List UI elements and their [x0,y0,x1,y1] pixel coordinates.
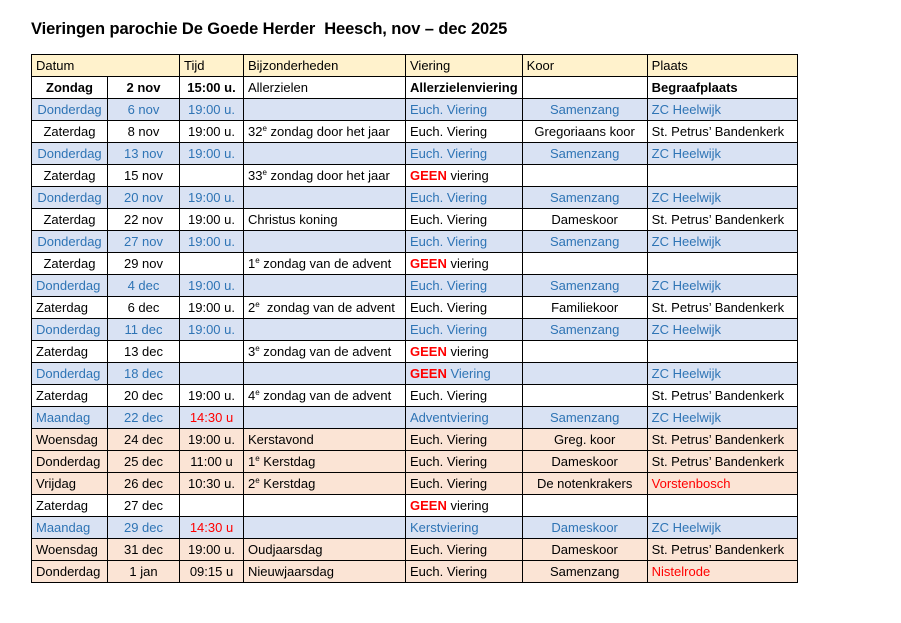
cell-bijzonderheden [244,473,406,495]
note-text: Nieuwjaarsdag [248,564,334,579]
table-row [32,209,798,231]
cell-bijzonderheden [244,165,406,187]
note-text: 2 [248,300,256,315]
cell-koor [522,165,647,187]
cell-plaats: St. Petrus’ Bandenkerk [647,429,797,451]
cell-bijzonderheden [244,429,406,451]
cell-viering [406,473,523,495]
cell-day: Zondag [32,77,108,99]
cell-koor: Samenzang [522,319,647,341]
cell-viering [406,539,523,561]
cell-viering [406,143,523,165]
cell-bijzonderheden [244,451,406,473]
ordinal-superscript: e [255,388,260,397]
cell-date: 8 nov [108,121,180,143]
viering-text: Euch. Viering [410,234,488,249]
table-row [32,539,798,561]
geen-label: GEEN [410,366,447,381]
cell-date: 27 dec [108,495,180,517]
cell-day: Zaterdag [32,297,108,319]
cell-koor [522,253,647,275]
table-row [32,187,798,209]
note-text: Christus koning [248,212,338,227]
cell-day: Donderdag [32,99,108,121]
cell-time: 19:00 u. [180,297,244,319]
cell-time: 19:00 u. [180,429,244,451]
cell-date: 25 dec [108,451,180,473]
viering-text: Euch. Viering [410,432,488,447]
note-rest: zondag door het jaar [266,124,390,139]
viering-text: viering [446,168,489,183]
cell-bijzonderheden [244,407,406,429]
cell-date: 6 dec [108,297,180,319]
cell-plaats [647,341,797,363]
cell-day: Zaterdag [32,121,108,143]
cell-viering [406,385,523,407]
viering-text: Euch. Viering [410,102,488,117]
cell-koor: Familiekoor [522,297,647,319]
schedule-table [31,54,798,583]
cell-plaats: St. Petrus’ Bandenkerk [647,385,797,407]
cell-bijzonderheden [244,561,406,583]
ordinal-superscript: e [255,300,260,309]
cell-date: 20 dec [108,385,180,407]
viering-text: Euch. Viering [410,124,488,139]
cell-plaats: ZC Heelwijk [647,231,797,253]
cell-bijzonderheden [244,143,406,165]
cell-date: 13 nov [108,143,180,165]
cell-time: 09:15 u [180,561,244,583]
cell-plaats: ZC Heelwijk [647,187,797,209]
cell-viering [406,319,523,341]
cell-koor: Gregoriaans koor [522,121,647,143]
cell-time: 19:00 u. [180,319,244,341]
cell-bijzonderheden [244,539,406,561]
cell-time: 19:00 u. [180,275,244,297]
cell-date: 1 jan [108,561,180,583]
table-header-row [32,55,798,77]
cell-time: 11:00 u [180,451,244,473]
cell-time: 19:00 u. [180,187,244,209]
viering-text: Euch. Viering [410,564,488,579]
cell-plaats: St. Petrus’ Bandenkerk [647,209,797,231]
cell-viering [406,99,523,121]
note-text: 2 [248,476,256,491]
cell-day: Zaterdag [32,253,108,275]
cell-viering [406,407,523,429]
cell-viering [406,363,523,385]
cell-day: Woensdag [32,539,108,561]
viering-text: viering [446,498,489,513]
cell-plaats [647,253,797,275]
cell-day: Donderdag [32,231,108,253]
cell-bijzonderheden [244,495,406,517]
viering-text: Euch. Viering [410,300,488,315]
ordinal-superscript: e [255,344,260,353]
table-row [32,561,798,583]
geen-label: GEEN [410,344,447,359]
cell-bijzonderheden [244,231,406,253]
cell-day: Zaterdag [32,385,108,407]
cell-date: 27 nov [108,231,180,253]
note-text: 3 [248,344,256,359]
cell-time [180,253,244,275]
cell-time: 19:00 u. [180,539,244,561]
cell-time: 19:00 u. [180,385,244,407]
cell-day: Maandag [32,517,108,539]
cell-time: 19:00 u. [180,143,244,165]
cell-day: Donderdag [32,319,108,341]
cell-plaats: St. Petrus’ Bandenkerk [647,539,797,561]
cell-viering [406,429,523,451]
cell-viering [406,451,523,473]
table-row [32,385,798,407]
cell-plaats: ZC Heelwijk [647,363,797,385]
table-row [32,165,798,187]
header-viering: Viering [406,55,523,77]
cell-date: 22 dec [108,407,180,429]
cell-date: 24 dec [108,429,180,451]
note-text: 1 [248,454,256,469]
table-row [32,341,798,363]
cell-date: 22 nov [108,209,180,231]
header-plaats: Plaats [647,55,797,77]
cell-plaats: St. Petrus’ Bandenkerk [647,451,797,473]
cell-bijzonderheden [244,517,406,539]
cell-koor [522,495,647,517]
cell-time [180,363,244,385]
cell-plaats: ZC Heelwijk [647,407,797,429]
viering-text: Euch. Viering [410,322,488,337]
cell-plaats: ZC Heelwijk [647,319,797,341]
cell-bijzonderheden [244,121,406,143]
cell-koor: De notenkrakers [522,473,647,495]
viering-text: Euch. Viering [410,476,488,491]
table-row [32,121,798,143]
viering-text: viering [446,344,489,359]
cell-koor: Dameskoor [522,209,647,231]
header-bijzonderheden: Bijzonderheden [244,55,406,77]
cell-plaats: ZC Heelwijk [647,99,797,121]
viering-text: Euch. Viering [410,542,488,557]
cell-time: 19:00 u. [180,231,244,253]
cell-time: 15:00 u. [180,77,244,99]
cell-time [180,495,244,517]
viering-text: viering [446,256,489,271]
cell-plaats: ZC Heelwijk [647,275,797,297]
cell-day: Donderdag [32,143,108,165]
cell-viering [406,231,523,253]
cell-date: 29 nov [108,253,180,275]
cell-viering [406,77,523,99]
cell-viering [406,187,523,209]
cell-date: 31 dec [108,539,180,561]
cell-bijzonderheden [244,319,406,341]
page-title: Vieringen parochie De Goede Herder Heesch, nov – dec 2025 [31,20,508,38]
ordinal-superscript: e [262,124,267,133]
cell-plaats [647,165,797,187]
cell-bijzonderheden [244,275,406,297]
cell-plaats: St. Petrus’ Bandenkerk [647,297,797,319]
cell-time: 19:00 u. [180,209,244,231]
cell-viering [406,341,523,363]
cell-time [180,341,244,363]
viering-text: Euch. Viering [410,190,488,205]
note-rest: Kerstdag [259,476,316,491]
cell-plaats: Vorstenbosch [647,473,797,495]
cell-viering [406,275,523,297]
table-row [32,253,798,275]
cell-day: Donderdag [32,187,108,209]
cell-viering [406,495,523,517]
cell-koor [522,341,647,363]
header-koor: Koor [522,55,647,77]
note-rest: zondag van de advent [259,388,392,403]
table-row [32,99,798,121]
table-row [32,77,798,99]
viering-text: Euch. Viering [410,212,488,227]
table-row [32,143,798,165]
cell-day: Zaterdag [32,209,108,231]
cell-day: Donderdag [32,363,108,385]
note-text: Allerzielen [248,80,308,95]
cell-viering [406,209,523,231]
cell-koor: Samenzang [522,561,647,583]
cell-plaats: St. Petrus’ Bandenkerk [647,121,797,143]
geen-label: GEEN [410,498,447,513]
table-row [32,517,798,539]
header-tijd: Tijd [180,55,244,77]
cell-koor: Dameskoor [522,539,647,561]
ordinal-superscript: e [262,168,267,177]
cell-koor [522,363,647,385]
note-text: 4 [248,388,256,403]
cell-day: Zaterdag [32,165,108,187]
table-row [32,451,798,473]
note-text: Kerstavond [248,432,314,447]
cell-koor: Samenzang [522,275,647,297]
cell-date: 26 dec [108,473,180,495]
cell-koor: Samenzang [522,231,647,253]
cell-koor: Samenzang [522,99,647,121]
cell-bijzonderheden [244,363,406,385]
cell-day: Zaterdag [32,495,108,517]
table-row [32,407,798,429]
cell-viering [406,561,523,583]
cell-date: 15 nov [108,165,180,187]
cell-bijzonderheden [244,209,406,231]
note-rest: zondag van de advent [259,344,392,359]
geen-label: GEEN [410,256,447,271]
cell-koor: Samenzang [522,187,647,209]
cell-koor: Dameskoor [522,451,647,473]
cell-date: 6 nov [108,99,180,121]
cell-day: Vrijdag [32,473,108,495]
cell-plaats: ZC Heelwijk [647,517,797,539]
cell-bijzonderheden [244,77,406,99]
table-row [32,297,798,319]
note-rest: Kerstdag [259,454,316,469]
viering-text: Adventviering [410,410,489,425]
cell-day: Donderdag [32,275,108,297]
cell-time: 10:30 u. [180,473,244,495]
cell-date: 18 dec [108,363,180,385]
viering-text: Euch. Viering [410,146,488,161]
geen-label: GEEN [410,168,447,183]
cell-viering [406,121,523,143]
viering-text: Euch. Viering [410,388,488,403]
table-row [32,429,798,451]
cell-date: 11 dec [108,319,180,341]
viering-text: Euch. Viering [410,454,488,469]
cell-day: Zaterdag [32,341,108,363]
cell-time: 14:30 u [180,407,244,429]
cell-time: 19:00 u. [180,99,244,121]
header-datum: Datum [32,55,180,77]
table-row [32,363,798,385]
cell-date: 4 dec [108,275,180,297]
cell-viering [406,517,523,539]
table-row [32,495,798,517]
cell-koor: Samenzang [522,143,647,165]
cell-bijzonderheden [244,99,406,121]
table-row [32,473,798,495]
cell-koor: Dameskoor [522,517,647,539]
cell-koor: Greg. koor [522,429,647,451]
ordinal-superscript: e [255,454,260,463]
cell-date: 13 dec [108,341,180,363]
cell-koor: Samenzang [522,407,647,429]
cell-koor [522,385,647,407]
viering-text: Kerstviering [410,520,479,535]
cell-bijzonderheden [244,187,406,209]
cell-date: 20 nov [108,187,180,209]
cell-date: 2 nov [108,77,180,99]
cell-time: 14:30 u [180,517,244,539]
cell-date: 29 dec [108,517,180,539]
cell-day: Donderdag [32,451,108,473]
viering-text: Viering [446,366,491,381]
note-text: Oudjaarsdag [248,542,323,557]
cell-viering [406,297,523,319]
table-row [32,231,798,253]
cell-plaats: Nistelrode [647,561,797,583]
cell-plaats: Begraafplaats [647,77,797,99]
cell-plaats: ZC Heelwijk [647,143,797,165]
note-rest: zondag door het jaar [266,168,390,183]
viering-text: Allerzielenviering [410,80,518,95]
note-rest: zondag van de advent [259,256,392,271]
cell-day: Maandag [32,407,108,429]
cell-bijzonderheden [244,341,406,363]
ordinal-superscript: e [255,256,260,265]
cell-time [180,165,244,187]
cell-bijzonderheden [244,385,406,407]
table-row [32,275,798,297]
note-rest: zondag van de advent [259,300,395,315]
cell-plaats [647,495,797,517]
cell-bijzonderheden [244,297,406,319]
ordinal-superscript: e [255,476,260,485]
cell-time: 19:00 u. [180,121,244,143]
viering-text: Euch. Viering [410,278,488,293]
note-text: 32 [248,124,263,139]
cell-koor [522,77,647,99]
cell-viering [406,253,523,275]
note-text: 33 [248,168,263,183]
table-row [32,319,798,341]
cell-bijzonderheden [244,253,406,275]
note-text: 1 [248,256,256,271]
cell-viering [406,165,523,187]
cell-day: Donderdag [32,561,108,583]
cell-day: Woensdag [32,429,108,451]
